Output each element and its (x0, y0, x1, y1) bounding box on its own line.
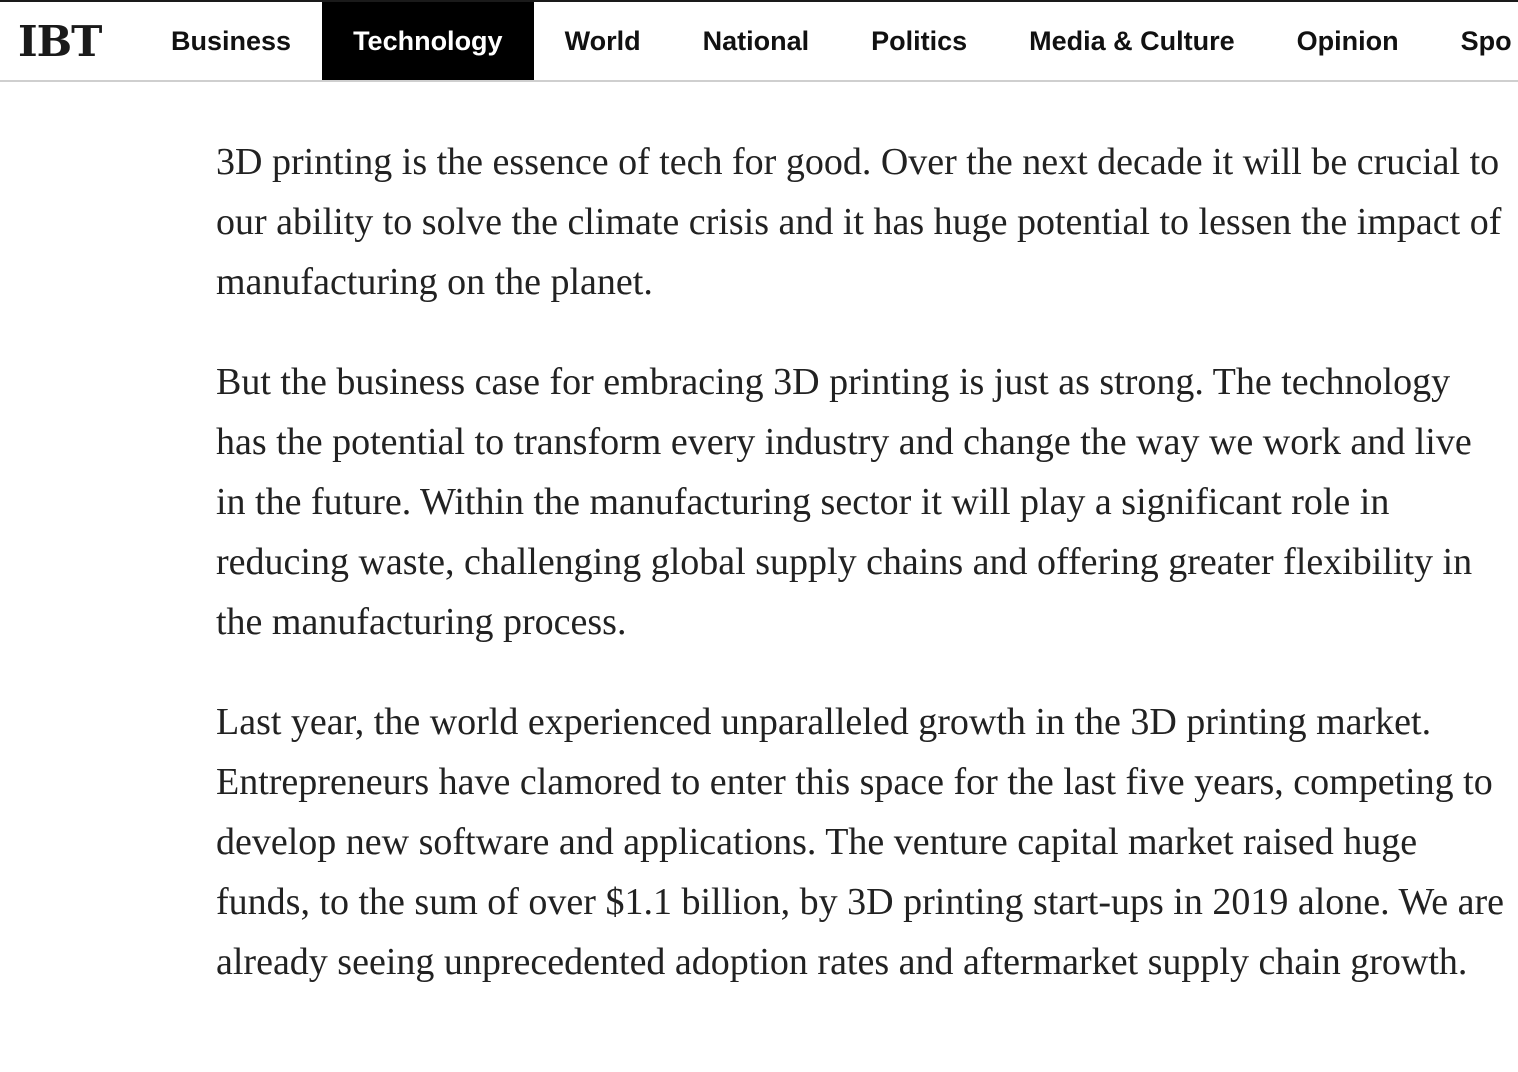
article-paragraph: 3D printing is the essence of tech for good. Over the next decade it will be crucial to our ability to solve the climate crisis and it has huge potential to lessen the impact of manufacturing on the planet. (216, 141, 1502, 303)
article-body (216, 132, 1506, 1032)
nav-item-media-culture[interactable]: Media & Culture (1029, 26, 1235, 56)
top-navigation-bar (0, 0, 1518, 82)
ibt-logo[interactable]: IBT (18, 17, 102, 66)
article-paragraph: But the business case for embracing 3D printing is just as strong. The technology has the potential to transform every industry and change the way we work and live in the future. Within the manufacturing sector it will play a significant role in reducing waste, challenging global supply chains and offering greater flexibility in the manufacturing process. (216, 361, 1473, 643)
nav-item-sports[interactable]: Spo (1460, 26, 1512, 56)
nav-item-technology[interactable]: Technology (322, 2, 534, 80)
article-paragraph: Last year, the world experienced unparalleled growth in the 3D printing market. Entrepreneurs have clamored to enter this space for the last five years, competing to develop new software and applications. The venture capital market raised huge funds, to the sum of over $1.1 billion, by 3D printing start-ups in 2019 alone. We are already seeing unprecedented adoption rates and aftermarket supply chain growth. (216, 701, 1505, 983)
nav-item-national[interactable]: National (702, 26, 810, 56)
section-nav (140, 2, 1518, 80)
nav-item-world[interactable]: World (564, 26, 641, 56)
nav-item-opinion[interactable]: Opinion (1296, 26, 1399, 56)
nav-item-business[interactable]: Business (171, 26, 292, 56)
nav-item-politics[interactable]: Politics (871, 26, 968, 56)
